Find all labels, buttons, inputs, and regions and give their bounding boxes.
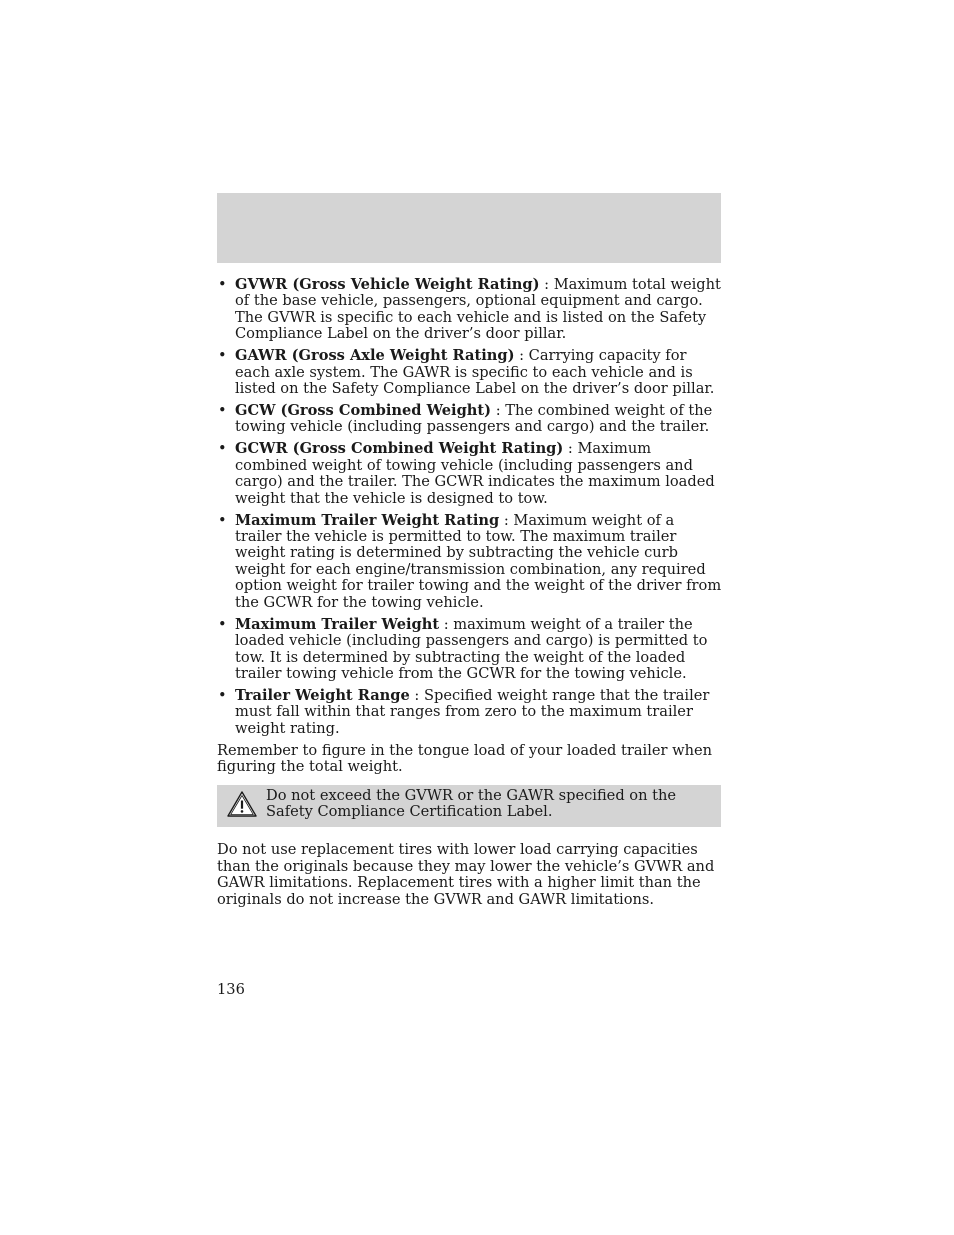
list-item <box>217 513 723 611</box>
definition-text: : Maximum weight of a trailer the vehicle is permitted to tow. The maximum trailer weight rating is determined by subtracting the vehicle curb weight for each engine/transmission combination, any required option weight for trailer towing and the weight of the driver from the GCWR for the towing vehicle. <box>235 511 722 611</box>
bullet: • <box>218 440 227 458</box>
bullet: • <box>218 615 227 633</box>
definition-term: GCW (Gross Combined Weight) <box>235 402 492 420</box>
definition-text: : Specified weight range that the trailer must fall within that ranges from zero to the maximum trailer weight rating. <box>235 686 710 737</box>
bullet: • <box>218 402 227 420</box>
definition-term: GVWR (Gross Vehicle Weight Rating) <box>235 276 540 293</box>
bullet: • <box>218 511 227 529</box>
bullet: • <box>218 347 227 365</box>
definition-term: GAWR (Gross Axle Weight Rating) <box>235 347 515 365</box>
list-item <box>217 441 723 507</box>
definition-term: Trailer Weight Range <box>235 686 410 704</box>
warning-text: Do not exceed the GVWR or the GAWR specified on the Safety Compliance Certification Label. <box>266 786 677 820</box>
definition-text: : Maximum combined weight of towing vehicle (including passengers and cargo) and the trailer. The GCWR indicates the maximum loaded weight that the vehicle is designed to tow. <box>235 440 715 507</box>
definition-term: Maximum Trailer Weight <box>235 615 440 633</box>
page-content <box>217 277 723 908</box>
list-item <box>217 277 723 343</box>
list-item <box>217 348 723 397</box>
list-item <box>217 688 723 737</box>
page-number: 136 <box>217 981 245 998</box>
definition-term: Maximum Trailer Weight Rating <box>235 511 500 529</box>
definition-text: : The combined weight of the towing vehicle (including passengers and cargo) and the trailer. <box>235 402 713 436</box>
tires-paragraph: Do not use replacement tires with lower load carrying capacities than the originals because they may lower the vehicle’s GVWR and GAWR limitations. Replacement tires with a higher limit than the originals do not increase the GVWR and GAWR limitations. <box>217 841 715 908</box>
definition-term: GCWR (Gross Combined Weight Rating) <box>235 440 564 458</box>
list-item <box>217 617 723 683</box>
definition-list <box>217 277 723 737</box>
remember-paragraph: Remember to figure in the tongue load of your loaded trailer when figuring the total weight. <box>217 741 713 776</box>
warning-triangle-icon <box>217 790 266 818</box>
list-item <box>217 403 723 436</box>
definition-text: : maximum weight of a trailer the loaded vehicle (including passengers and cargo) is permitted to tow. It is determined by subtracting the weight of the loaded trailer towing vehicle from the GCWR for the towing vehicle. <box>235 615 708 682</box>
definition-text: : Carrying capacity for each axle system. The GAWR is specific to each vehicle and is listed on the Safety Compliance Label on the driver’s door pillar. <box>235 347 715 398</box>
bullet: • <box>218 686 227 704</box>
warning-box <box>217 785 721 828</box>
header-band <box>217 193 721 263</box>
bullet: • <box>218 276 227 293</box>
definition-text: : Maximum total weight of the base vehicle, passengers, optional equipment and cargo. The GVWR is specific to each vehicle and is listed on the Safety Compliance Label on the driver’s door pillar. <box>235 276 721 343</box>
